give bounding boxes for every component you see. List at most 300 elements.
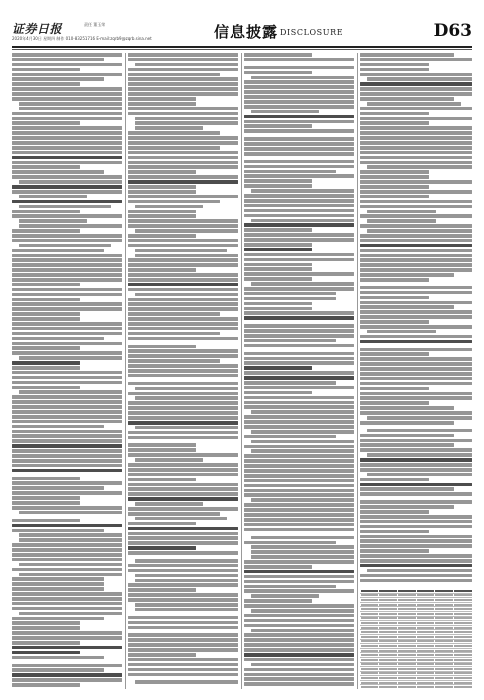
text-line [128, 483, 238, 487]
text-line [128, 161, 238, 165]
text-line [244, 90, 354, 94]
text-line [244, 435, 336, 439]
text-line [12, 617, 104, 621]
column-4 [360, 53, 472, 689]
text-line [244, 454, 354, 458]
text-line [367, 77, 472, 81]
text-line [244, 401, 354, 405]
table-cell [398, 677, 416, 679]
text-line [360, 92, 472, 96]
text-line [244, 233, 354, 237]
text-line [360, 335, 472, 339]
text-line [128, 170, 196, 174]
text-line [128, 180, 238, 184]
text-line [12, 395, 122, 399]
text-line [12, 161, 122, 165]
text-line [244, 105, 354, 109]
table-cell [454, 668, 472, 670]
text-line [360, 544, 472, 548]
text-line [19, 511, 122, 515]
text-line [251, 545, 354, 549]
text-line [128, 239, 238, 243]
text-line [128, 492, 238, 496]
text-line [360, 126, 472, 130]
text-line [360, 200, 472, 204]
text-line [360, 505, 454, 509]
table-cell [435, 668, 453, 670]
text-line [244, 214, 354, 218]
text-line [244, 425, 354, 429]
table-cell [361, 594, 379, 596]
table-cell [379, 659, 397, 661]
text-line [244, 604, 354, 608]
table-cell [379, 654, 397, 656]
table-cell [454, 654, 472, 656]
table-cell [435, 617, 453, 619]
text-line [128, 512, 220, 516]
text-line [360, 352, 429, 356]
text-line [244, 307, 312, 311]
table-cell [361, 663, 379, 665]
section-title-english: DISCLOSURE [280, 28, 344, 37]
text-line [360, 73, 472, 77]
text-line [12, 317, 80, 321]
text-line [360, 53, 454, 57]
table-cell [379, 631, 397, 633]
text-line [360, 510, 429, 514]
text-line [128, 593, 238, 597]
text-line [360, 392, 472, 396]
text-line [244, 272, 354, 276]
text-line [12, 651, 80, 655]
text-line [360, 411, 472, 415]
text-line [128, 332, 220, 336]
text-line [12, 68, 80, 72]
text-line [135, 603, 238, 607]
text-line [128, 337, 238, 341]
text-line [360, 180, 472, 184]
text-line [135, 396, 238, 400]
text-line [360, 357, 472, 361]
masthead [12, 20, 472, 46]
text-line [12, 454, 122, 458]
text-line [12, 420, 122, 424]
text-line [128, 322, 238, 326]
text-line [128, 382, 238, 386]
table-cell [398, 590, 416, 592]
text-line [244, 619, 354, 623]
table-cell [379, 627, 397, 629]
text-line [360, 367, 472, 371]
table-cell [379, 608, 397, 610]
text-line [360, 263, 472, 267]
text-line [12, 597, 122, 601]
text-line [360, 443, 454, 447]
text-line [128, 283, 238, 287]
text-line [360, 320, 429, 324]
text-line [12, 668, 104, 672]
table-cell [454, 617, 472, 619]
text-line [128, 633, 238, 637]
text-line [360, 564, 472, 568]
text-line [360, 121, 429, 125]
text-line [128, 263, 238, 267]
text-line [244, 324, 354, 328]
text-line [12, 434, 122, 438]
table-cell [398, 631, 416, 633]
text-line [360, 463, 472, 467]
text-line [12, 165, 80, 169]
table-cell [417, 631, 435, 633]
table-cell [398, 686, 416, 688]
table-cell [398, 650, 416, 652]
text-line [128, 244, 238, 248]
text-line [360, 434, 454, 438]
text-line [244, 464, 354, 468]
text-line [128, 536, 238, 540]
table-cell [361, 654, 379, 656]
text-line [128, 626, 238, 630]
text-line [12, 322, 122, 326]
text-line [12, 656, 104, 660]
text-line [12, 626, 80, 630]
text-line [128, 190, 196, 194]
text-line [128, 478, 196, 482]
table-cell [361, 617, 379, 619]
text-line [244, 570, 354, 574]
text-line [128, 58, 238, 62]
text-line [12, 293, 122, 297]
text-line [244, 142, 354, 146]
text-line [244, 311, 354, 315]
text-line [251, 219, 354, 223]
text-line [360, 107, 472, 111]
table-cell [454, 645, 472, 647]
text-line [360, 112, 429, 116]
text-line [244, 376, 354, 380]
table-cell [361, 686, 379, 688]
text-line [360, 448, 472, 452]
text-columns [12, 53, 472, 689]
table-cell [361, 659, 379, 661]
table-cell [435, 594, 453, 596]
text-line [128, 354, 238, 358]
text-line [128, 564, 238, 568]
text-line [12, 405, 122, 409]
text-line [135, 254, 238, 258]
table-cell [379, 650, 397, 652]
text-line [12, 548, 122, 552]
table-cell [417, 645, 435, 647]
header-rule-thin [12, 49, 472, 50]
text-line [12, 449, 122, 453]
text-line [244, 585, 336, 589]
text-line [360, 340, 472, 344]
text-line [360, 439, 472, 443]
text-line [19, 102, 122, 106]
text-line [12, 175, 122, 179]
text-line [367, 473, 472, 477]
newspaper-logo: 证券日报 [12, 22, 63, 36]
text-line [244, 53, 312, 57]
text-line [128, 392, 238, 396]
text-line [360, 97, 454, 101]
text-line [244, 100, 354, 104]
text-line [360, 190, 472, 194]
text-line [244, 248, 312, 252]
text-line [12, 332, 122, 336]
text-line [244, 209, 354, 213]
table-cell [435, 608, 453, 610]
table-cell [379, 594, 397, 596]
text-line [244, 297, 336, 301]
text-line [128, 97, 196, 101]
text-line [128, 551, 238, 555]
text-line [367, 453, 472, 457]
text-line [12, 146, 122, 150]
text-line [360, 377, 472, 381]
text-line [128, 312, 220, 316]
text-line [244, 199, 354, 203]
text-line [360, 305, 454, 309]
text-line [360, 156, 472, 160]
text-line [128, 68, 238, 72]
text-line [135, 502, 203, 506]
text-line [12, 683, 80, 687]
text-line [244, 160, 354, 164]
text-line [12, 136, 122, 140]
text-line [12, 386, 80, 390]
text-line [360, 87, 472, 91]
table-cell [379, 613, 397, 615]
text-line [12, 636, 122, 640]
text-line [12, 641, 80, 645]
text-line [244, 391, 312, 395]
table-cell [361, 613, 379, 615]
text-line [12, 307, 122, 311]
table-cell [379, 622, 397, 624]
text-line [128, 507, 238, 511]
text-line [128, 151, 238, 155]
text-line [360, 185, 429, 189]
text-line [360, 483, 472, 487]
text-line [128, 349, 238, 353]
text-line [12, 141, 122, 145]
text-line [251, 555, 354, 559]
text-line [367, 429, 472, 433]
issue-meta: 2020年4月30日 星期四 制作 010-83251716 E-mail:zqrb9@zqrb.sina.net [12, 36, 152, 41]
table-cell [435, 590, 453, 592]
column-divider [241, 53, 242, 689]
text-line [360, 554, 472, 558]
text-line [128, 77, 238, 81]
text-line [244, 405, 354, 409]
text-line [128, 598, 238, 602]
text-line [12, 415, 122, 419]
text-line [360, 195, 429, 199]
text-line [244, 643, 354, 647]
text-line [360, 520, 472, 524]
table-cell [417, 613, 435, 615]
text-line [360, 254, 472, 258]
text-line [135, 517, 227, 521]
text-line [244, 653, 354, 657]
text-line [360, 146, 472, 150]
text-line [128, 234, 196, 238]
text-line [244, 459, 354, 463]
table-cell [454, 599, 472, 601]
text-line [128, 497, 238, 501]
text-line [19, 205, 111, 209]
text-line [360, 487, 454, 491]
text-line [360, 244, 472, 248]
text-line [244, 58, 354, 62]
table-cell [379, 604, 397, 606]
text-line [12, 582, 104, 586]
text-line [244, 344, 354, 348]
table-cell [417, 659, 435, 661]
text-line [128, 473, 238, 477]
text-line [128, 131, 220, 135]
text-line [244, 85, 354, 89]
table-cell [398, 608, 416, 610]
text-line [244, 474, 354, 478]
text-line [360, 535, 472, 539]
table-cell [454, 622, 472, 624]
text-line [128, 453, 238, 457]
text-line [360, 239, 472, 243]
table-cell [379, 682, 397, 684]
text-line [12, 312, 80, 316]
text-line [244, 565, 312, 569]
text-line [128, 648, 238, 652]
text-line [12, 283, 80, 287]
text-line [128, 268, 196, 272]
text-line [244, 194, 354, 198]
text-line [12, 131, 122, 135]
text-line [244, 673, 354, 677]
text-line [244, 129, 354, 133]
text-line [244, 589, 354, 593]
table-cell [417, 686, 435, 688]
text-line [244, 518, 354, 522]
text-line [12, 481, 122, 485]
table-cell [379, 590, 397, 592]
text-line [12, 558, 122, 562]
text-line [12, 185, 122, 189]
text-line [244, 508, 354, 512]
text-line [12, 607, 122, 611]
text-line [128, 112, 238, 116]
text-line [12, 361, 80, 365]
text-line [244, 445, 354, 449]
text-line [12, 496, 80, 500]
text-line [360, 574, 472, 578]
table-cell [417, 622, 435, 624]
table-cell [435, 654, 453, 656]
text-line [360, 214, 472, 218]
text-line [12, 486, 104, 490]
text-line [244, 339, 336, 343]
text-line [128, 298, 238, 302]
table-cell [454, 659, 472, 661]
text-line [128, 443, 196, 447]
text-line [135, 680, 238, 684]
table-cell [435, 645, 453, 647]
text-line [12, 82, 80, 86]
text-line [12, 587, 104, 591]
text-line [128, 673, 238, 677]
text-line [360, 500, 472, 504]
table-cell [398, 668, 416, 670]
text-line [244, 223, 354, 227]
text-line [244, 599, 312, 603]
text-line [12, 234, 122, 238]
text-line [360, 525, 472, 529]
text-line [128, 327, 238, 331]
text-line [244, 174, 354, 178]
text-line [135, 126, 203, 130]
text-line [244, 420, 354, 424]
text-line [251, 76, 354, 80]
text-line [244, 415, 354, 419]
text-line [360, 515, 472, 519]
text-line [244, 137, 354, 141]
text-line [128, 146, 220, 150]
table-cell [454, 631, 472, 633]
text-line [135, 458, 203, 462]
text-line [251, 663, 354, 667]
text-line [128, 436, 238, 440]
table-cell [379, 599, 397, 601]
text-line [128, 219, 238, 223]
text-line [244, 396, 354, 400]
text-line [244, 371, 354, 375]
text-line [251, 449, 354, 453]
text-line [128, 307, 238, 311]
text-line [128, 668, 238, 672]
text-line [360, 296, 429, 300]
column-1 [12, 53, 122, 689]
text-line [360, 372, 472, 376]
text-line [12, 214, 122, 218]
table-cell [435, 682, 453, 684]
table-cell [435, 599, 453, 601]
text-line [360, 406, 454, 410]
text-line [128, 416, 238, 420]
text-line [19, 356, 122, 360]
table-cell [417, 636, 435, 638]
table-cell [417, 608, 435, 610]
table-cell [435, 686, 453, 688]
table-cell [398, 654, 416, 656]
text-line [135, 121, 238, 125]
text-line [360, 396, 472, 400]
text-line [244, 263, 312, 267]
table-cell [417, 617, 435, 619]
text-line [19, 180, 122, 184]
table-cell [361, 640, 379, 642]
table-cell [417, 650, 435, 652]
text-line [244, 580, 354, 584]
table-cell [379, 677, 397, 679]
text-line [128, 92, 238, 96]
text-line [19, 538, 122, 542]
text-line [128, 638, 238, 642]
text-line [360, 325, 472, 329]
text-line [12, 126, 122, 130]
table-cell [435, 636, 453, 638]
